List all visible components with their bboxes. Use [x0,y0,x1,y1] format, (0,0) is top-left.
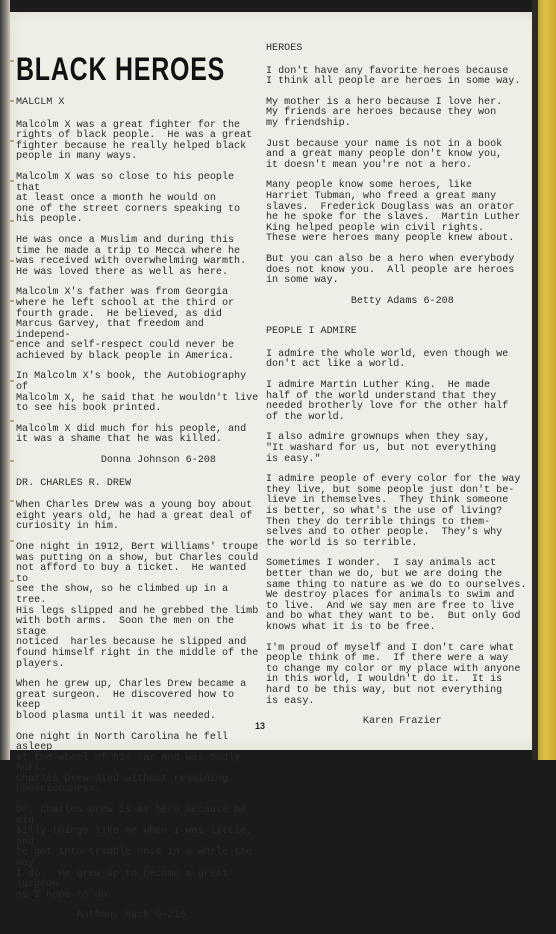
section-heading: HEROES [266,43,303,54]
paragraph: But you can also be a hero when everybody does not know you. All people are heroes in some way. [266,253,515,287]
paragraph: I admire people of every color for the way they live, but some people just don't be- lieve in themselves. They think someone is better, so what's the use of living? Then they do terrible things to them- selves and to other people. They's why the world is so terrible. [266,474,521,549]
right-column [266,44,528,740]
paragraph: Many people know some heroes, like Harriet Tubman, who freed a great many slaves. Frederick Douglass was an orator he he spoke for the slaves. Martin Luther King helped people win civil rights. These were heroes many people knew about. [266,180,521,245]
section-heading: MALCLM X [16,97,65,108]
cover-edge [538,0,556,760]
section-heading: PEOPLE I ADMIRE [266,326,357,338]
paragraph: I admire Martin Luther King. He made half of the world understand that they needed brotherly love for the other half of the world. [266,380,509,423]
paragraph: One night in 1912, Bert Williams' troupe was putting on a show, but Charles could not afford to buy a ticket. He wanted to see the show, so he climbed up in a tree. His legs slipped and he grebbed the limb with both arms. Soon the men on the stage noticed harles because he slipped and found himself right in the middle of the players. [16,542,259,670]
author-signature: Anthony Mack 6-216 [16,910,186,922]
section-heading: DR. CHARLES R. DREW [16,477,132,489]
paragraph: I admire the whole world, even though we don't act like a world. [266,348,509,371]
left-column [16,52,262,934]
page-number: 13 [254,721,265,731]
binding-edge [0,0,10,760]
paragraph: He was once a Muslim and during this time he made a trip to Mecca where he was received with overwhelming warmth. He was loved there as well as here. [16,234,247,278]
paragraph: My mother is a hero because I love her. My friends are heroes because they won my friendship. [266,96,503,129]
paragraph: I also admire grownups when they say, "It washard for us, but not everything is easy." [266,432,497,465]
paragraph: I don't have any favorite heroes because I think all people are heroes in some way. [266,65,521,88]
paragraph: When he grew up, Charles Drew became a great surgeon. He discovered how to keep blood plasma until it was needed. [16,679,247,722]
paragraph: Malcolm X was so close to his people that at least once a month he would on one of the street corners speaking to his people. [16,171,241,226]
paragraph: In Malcolm X's book, the Autobiography of Malcolm X, he said that he wouldn't live to see his book printed. [16,371,259,415]
paragraph: Malcolm X was a great fighter for the rights of black people. He was a great fighter because he really helped black people in many ways. [16,119,253,163]
paragraph: One night in North Carolina he fell asleep at the wheel of his car and was badly hurt. Charles Drew died without regaining consciousness. [16,731,241,796]
paragraph: Malcolm X did much for his people, and it was a shame that he was killed. [16,423,247,446]
author-signature: Donna Johnson 6-208 [16,455,216,467]
author-signature: Karen Frazier [266,716,442,728]
paragraph: Just because your name is not in a book and a great many people don't know you, it doesn't mean you're not a hero. [266,138,503,171]
paragraph: I'm proud of myself and I don't care what people think of me. If there were a way to change my color or my place with anyone in this world, I wouldn't do it. It is hard to be this way, but not everything is easy. [266,642,521,707]
paragraph: Malcolm X's father was from Georgia where he left school at the third or fourth grade. He believed, as did Marcus Garvey, that freedom and independ- ence and self-respect could never be achieved by black people in America. [16,287,235,362]
author-signature: Betty Adams 6-208 [266,295,454,307]
paragraph: Sometimes I wonder. I say animals act better than we do, but we are doing the same thing to nature as we do to ourselves. We destroy places for animals to swim and to live. And we say men are free to live and bo what they want to be. But only God knows what it is to be free. [266,558,527,633]
paragraph: Dr. Charles Drew is my hero because he did silly things like me when I was little, and he got into trouble once in a while the way I do. He grew up to become a great surgeon as I hope to do. [16,805,253,901]
paragraph: When Charles Drew was a young boy about eight years old, he had a great deal of curiosity in him. [16,500,253,533]
page-title: BLACK HEROES [16,51,226,87]
